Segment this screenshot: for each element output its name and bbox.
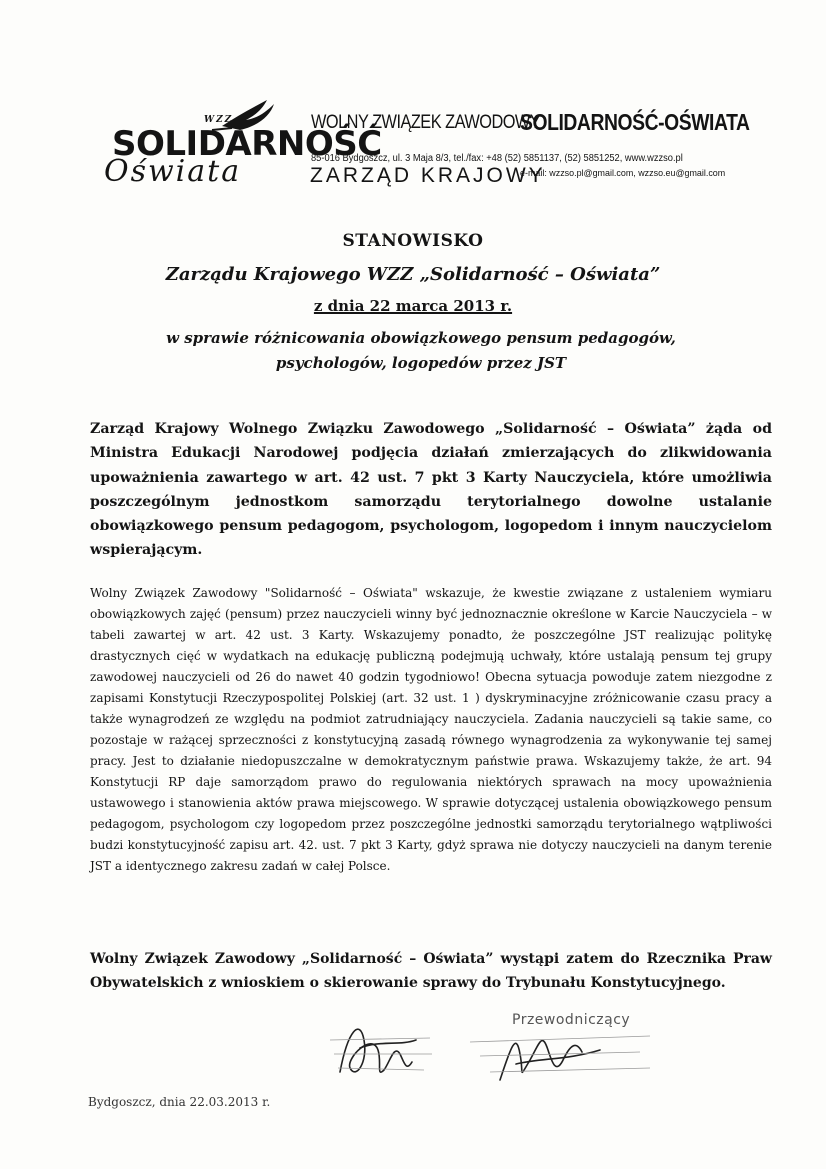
- union-name: WOLNY ZWIĄZEK ZAWODOWY: [311, 112, 541, 133]
- document-date-line: z dnia 22 marca 2013 r.: [313, 297, 513, 315]
- board-name: ZARZĄD KRAJOWY: [310, 164, 546, 187]
- logo-wordmark: SOLIDARNOŚĆ: [112, 124, 382, 164]
- union-brand: SOLIDARNOŚĆ-OŚWIATA: [520, 109, 750, 135]
- document-subheading: Zarządu Krajowego WZZ „Solidarność – Oświata”: [165, 264, 661, 285]
- signature-stamp-icon: [320, 1010, 660, 1090]
- document-subject-line-2: psychologów, logopedów przez JST: [275, 354, 567, 372]
- union-logo: [62, 86, 382, 196]
- place-and-date: Bydgoszcz, dnia 22.03.2013 r.: [88, 1095, 271, 1109]
- paragraph-demand: Zarząd Krajowy Wolnego Związku Zawodowego „Solidarność – Oświata” żąda od Ministra Edukacji Narodowej podjęcia działań zmierzających do zlikwidowania upoważnienia zawartego w art. 42 ust. 7 pkt 3 Karty Nauczyciela, które umożliwia poszczególnym jednostkom samorządu terytorialnego dowolne ustalanie obowiązkowego pensum pedagogom, psychologom, logopedom i innym nauczycielom wspierającym.: [90, 421, 772, 559]
- paragraph-justification: Wolny Związek Zawodowy "Solidarność – Oświata" wskazuje, że kwestie związane z ustaleniem wymiaru obowiązkowych zajęć (pensum) przez nauczycieli winny być jednoznacznie określone w Karcie Nauczyciela – w tabeli zawartej w art. 42 ust. 3 Karty. Wskazujemy ponadto, że poszczególne JST realizując politykę drastycznych cięć w wydatkach na edukację publiczną podejmują uchwały, które ustalają pensum tej grupy zawodowej nauczycieli od 26 do nawet 40 godzin tygodniowo! Obecna sytuacja powoduje zatem niezgodne z zapisami Konstytucji Rzeczypospolitej Polskiej (art. 32 ust. 1 ) dyskryminacyjne zróżnicowanie czasu pracy a także wynagrodzeń ze względu na podmiot zatrudniający nauczyciela. Zadania nauczycieli są takie same, co pozostaje w rażącej sprzeczności z konstytucyjną zasadą równego wynagrodzenia za wykonywanie tej samej pracy. Jest to działanie niedopuszczalne w demokratycznym państwie prawa. Wskazujemy także, że art. 94 Konstytucji RP daje samorządom prawo do regulowania niektórych sprawach na mocy upoważnienia ustawowego i stanowienia aktów prawa miejscowego. W sprawie dotyczącej ustalenia obowiązkowego pensum pedagogom, psychologom czy logopedom przez poszczególne jednostki samorządu terytorialnego wątpliwości budzi konstytucyjność zapisu art. 42. ust. 7 pkt 3 Karty, gdyż sprawa nie dotyczy nauczycieli na danym terenie JST a identycznego zakresu zadań w całej Polsce.: [90, 586, 772, 873]
- document-heading: STANOWISKO: [342, 231, 484, 251]
- logo-wzz-text: WZZ: [204, 115, 234, 125]
- union-email: e-mail: wzzso.pl@gmail.com, wzzso.eu@gmail.com: [520, 168, 726, 179]
- chair-title: Przewodniczący: [512, 1012, 631, 1028]
- document-subject-line-1: w sprawie różnicowania obowiązkowego pensum pedagogów,: [166, 329, 676, 347]
- union-address: 85-016 Bydgoszcz, ul. 3 Maja 8/3, tel./fax: +48 (52) 5851137, (52) 5851252, www.wzzso.pl: [311, 153, 683, 164]
- logo-subtitle: Oświata: [104, 154, 242, 189]
- paragraph-conclusion: Wolny Związek Zawodowy „Solidarność – Oświata” wystąpi zatem do Rzecznika Praw Obywatelskich z wnioskiem o skierowanie sprawy do Trybunału Konstytucyjnego.: [90, 951, 772, 992]
